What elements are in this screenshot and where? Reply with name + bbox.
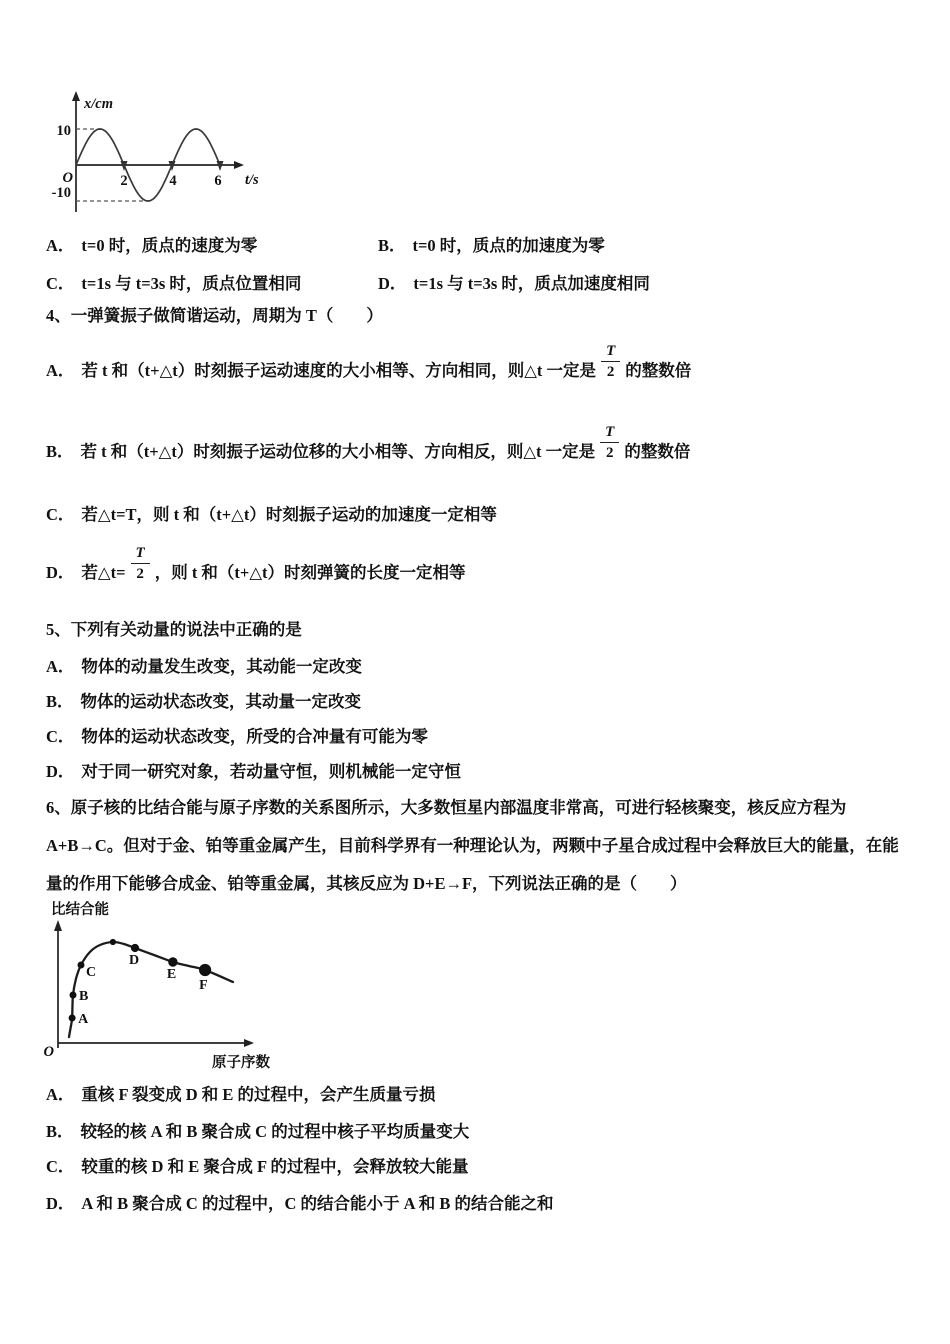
data-point-E: [169, 958, 177, 966]
option-text: 重核 F 裂变成 D 和 E 的过程中，会产生质量亏损: [81, 1085, 436, 1104]
question-6-option-b: [46, 1122, 469, 1142]
option-text: A 和 B 聚合成 C 的过程中，C 的结合能小于 A 和 B 的结合能之和: [81, 1194, 554, 1213]
option-text-post: 的整数倍: [624, 442, 691, 461]
option-letter: A．: [46, 1085, 75, 1104]
option-letter: D．: [378, 274, 407, 293]
data-point-label-B: B: [79, 989, 89, 1004]
y-axis-label: x/cm: [84, 96, 113, 112]
binding-energy-curve: [69, 942, 233, 1037]
origin-label: O: [62, 170, 73, 186]
question-4-option-c: [46, 505, 497, 525]
data-point-A: [69, 1015, 75, 1021]
option-text: t=0 时，质点的加速度为零: [412, 236, 605, 255]
question-6-option-c: [46, 1157, 469, 1177]
data-point-F: [200, 964, 211, 975]
question-6-stem-line-1: 6、原子核的比结合能与原子序数的关系图所示，大多数恒星内部温度非常高，可进行轻核聚变，核反应方程为: [46, 798, 847, 817]
option-text: 较重的核 D 和 E 聚合成 F 的过程中，会释放较大能量: [81, 1157, 469, 1176]
option-text-pre: 若 t 和（t+△t）时刻振子运动速度的大小相等、方向相同，则△t 一定是: [81, 361, 597, 380]
option-letter: A．: [46, 236, 75, 255]
option-letter: C．: [46, 727, 75, 746]
question-5-option-a: [46, 657, 362, 677]
data-point-label-E: E: [166, 967, 177, 982]
question-3-option-a: [46, 236, 257, 256]
x-axis-label: t/s: [245, 172, 259, 188]
fraction-T-over-2: [131, 544, 150, 583]
x-axis-label: 原子序数: [212, 1055, 270, 1071]
question-3-option-b: [378, 236, 605, 256]
data-point-B: [70, 992, 76, 998]
option-letter: B．: [378, 236, 406, 255]
option-text: 物体的运动状态改变，所受的合冲量有可能为零: [81, 727, 428, 746]
option-text: t=0 时，质点的速度为零: [81, 236, 258, 255]
option-text-post: 的整数倍: [625, 361, 692, 380]
fraction-denominator: 2: [136, 566, 144, 582]
option-text: 对于同一研究对象，若动量守恒，则机械能一定守恒: [81, 762, 461, 781]
y-axis-arrow-icon: [54, 920, 62, 931]
question-5-option-c: [46, 727, 428, 747]
option-letter: C．: [46, 505, 75, 524]
data-point-label-D: D: [129, 953, 140, 968]
question-5-option-b: [46, 692, 361, 712]
option-letter: B．: [46, 1122, 74, 1141]
question-6-stem-line-3: 量的作用下能够合成金、铂等重金属，其核反应为 D+E→F，下列说法正确的是（ ）: [46, 874, 687, 893]
fraction-numerator: T: [131, 544, 150, 564]
curve-direction-arrows: [121, 161, 224, 171]
option-letter: D．: [46, 1194, 75, 1213]
question-3-option-c: [46, 274, 301, 294]
option-text: t=1s 与 t=3s 时，质点加速度相同: [413, 274, 650, 293]
data-point-D: [131, 944, 138, 951]
option-letter: A．: [46, 361, 75, 380]
question-6-option-d: [46, 1194, 554, 1214]
data-point-C: [78, 962, 84, 968]
option-letter: D．: [46, 563, 75, 582]
data-point-peak: [110, 939, 115, 944]
x-axis-arrow-icon: [244, 1039, 254, 1047]
fraction-numerator: T: [601, 342, 620, 362]
option-text-pre: 若△t=: [81, 563, 126, 582]
binding-energy-graph: [42, 896, 292, 1076]
option-text: 若△t=T，则 t 和（t+△t）时刻振子运动的加速度一定相等: [81, 505, 497, 524]
question-4-option-d: [46, 544, 466, 583]
y-tick-10: 10: [56, 123, 71, 139]
question-5-option-d: [46, 762, 461, 782]
option-letter: B．: [46, 692, 74, 711]
fraction-denominator: 2: [605, 445, 614, 461]
fraction-T-over-2: [601, 342, 620, 381]
question-5-stem: 5、下列有关动量的说法中正确的是: [46, 620, 302, 639]
option-text: t=1s 与 t=3s 时，质点位置相同: [81, 274, 302, 293]
option-text: 物体的运动状态改变，其动量一定改变: [80, 692, 362, 711]
data-point-label-A: A: [78, 1012, 89, 1027]
option-letter: B．: [46, 442, 74, 461]
question-4-option-b: [46, 423, 690, 462]
question-6-stem-line-2: A+B→C。但对于金、铂等重金属产生，目前科学界有一种理论认为，两颗中子星合成过程中会释放巨大的能量，在能: [46, 836, 899, 855]
data-point-label-C: C: [86, 965, 97, 980]
x-tick-6: 6: [214, 173, 222, 189]
data-point-label-F: F: [199, 978, 208, 993]
fraction-T-over-2: [600, 423, 619, 462]
x-axis-arrow-icon: [234, 161, 244, 169]
question-4-option-a: [46, 342, 691, 381]
y-axis-label: 比结合能: [51, 902, 109, 918]
question-6-option-a: [46, 1085, 436, 1105]
question-3-option-d: [378, 274, 650, 294]
fraction-denominator: 2: [606, 364, 615, 380]
option-text-post: ，则 t 和（t+△t）时刻弹簧的长度一定相等: [154, 563, 466, 582]
displacement-time-graph: [40, 88, 300, 220]
fraction-numerator: T: [600, 423, 619, 443]
origin-label: O: [43, 1044, 54, 1060]
question-4-stem: 4、一弹簧振子做简谐运动，周期为 T（ ）: [46, 306, 383, 325]
option-letter: C．: [46, 274, 75, 293]
option-letter: D．: [46, 762, 75, 781]
option-text: 较轻的核 A 和 B 聚合成 C 的过程中核子平均质量变大: [80, 1122, 470, 1141]
y-tick-minus10: -10: [51, 185, 71, 201]
option-letter: A．: [46, 657, 75, 676]
y-axis-arrow-icon: [72, 91, 80, 101]
x-tick-2: 2: [120, 173, 128, 189]
x-tick-4: 4: [169, 173, 177, 189]
option-text: 物体的动量发生改变，其动能一定改变: [81, 657, 362, 676]
option-letter: C．: [46, 1157, 75, 1176]
option-text-pre: 若 t 和（t+△t）时刻振子运动位移的大小相等、方向相反，则△t 一定是: [80, 442, 596, 461]
